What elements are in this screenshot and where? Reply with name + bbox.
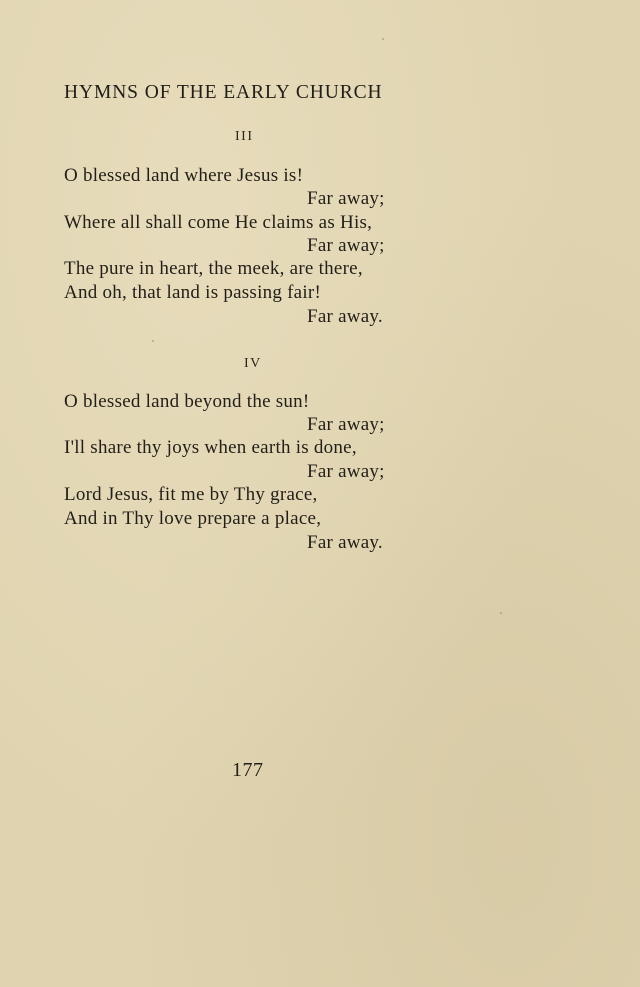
refrain-line: Far away. (307, 306, 383, 327)
verse-line: O blessed land where Jesus is! (64, 165, 304, 186)
verse-line: The pure in heart, the meek, are there, (64, 258, 363, 279)
page-number: 177 (232, 759, 264, 781)
verse-line: Where all shall come He claims as His, (64, 212, 373, 233)
refrain-line: Far away; (307, 188, 385, 209)
paper-speck (152, 340, 154, 342)
stanza-number: IV (244, 356, 262, 371)
verse-line: O blessed land beyond the sun! (64, 391, 310, 412)
paper-speck (500, 612, 502, 614)
running-head: HYMNS OF THE EARLY CHURCH (64, 82, 383, 103)
verse-line: I'll share thy joys when earth is done, (64, 437, 357, 458)
refrain-line: Far away; (307, 414, 385, 435)
refrain-line: Far away; (307, 235, 385, 256)
verse-line: Lord Jesus, fit me by Thy grace, (64, 484, 318, 505)
refrain-line: Far away. (307, 532, 383, 553)
verse-line: And in Thy love prepare a place, (64, 508, 322, 529)
paper-speck (382, 38, 384, 40)
refrain-line: Far away; (307, 461, 385, 482)
verse-line: And oh, that land is passing fair! (64, 282, 322, 303)
stanza-number: III (235, 129, 254, 144)
